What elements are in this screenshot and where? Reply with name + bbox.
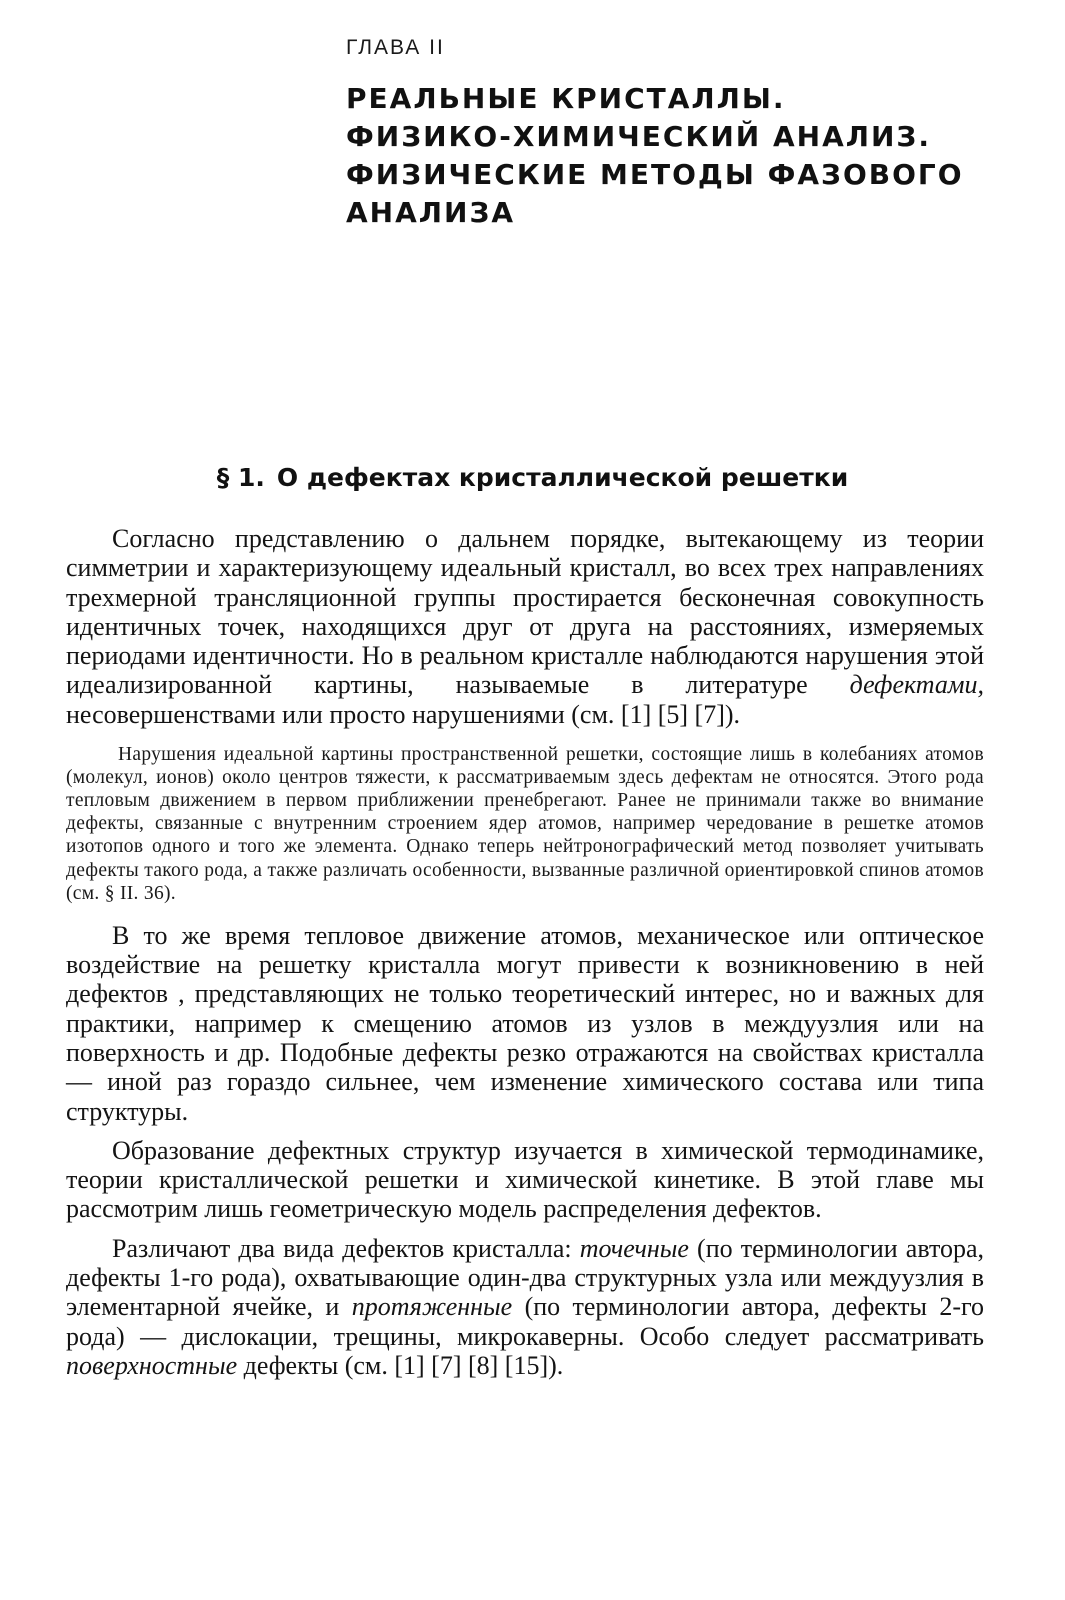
section-heading xyxy=(0,463,1065,492)
body-text xyxy=(66,524,984,1380)
chapter-title-line: АНАЛИЗА xyxy=(346,196,516,229)
chapter-title-line: ФИЗИКО-ХИМИЧЕСКИЙ АНАЛИЗ. xyxy=(346,120,931,153)
paragraph-4 xyxy=(66,1234,984,1380)
paragraph-3: Образование дефектных структур изучается в химической термодинамике, теории кристаллической решетки и химической кинетике. В этой главе мы рассмотрим лишь геометрическую модель распределения дефектов. xyxy=(66,1135,984,1224)
section-title: О дефектах кристаллической решетки xyxy=(276,463,849,492)
paragraph-1-italic-term: дефектами, xyxy=(849,670,984,700)
chapter-title-line: РЕАЛЬНЫЕ КРИСТАЛЛЫ. xyxy=(346,82,786,115)
paragraph-1-text: Согласно представлению о дальнем порядке, вытекающему из теории симметрии и характеризующему идеальный кристалл, во всех трех направлениях трехмерной трансляционной группы простирается бесконечная совокупность идентичных точек, находящихся друг от друга на расстояниях, измеряемых периодами идентичности. Но в реальном кристалле наблюдаются нарушения этой идеализированной картины, называемые в литературе xyxy=(66,524,984,700)
paragraph-2: В то же время тепловое движение атомов, механическое или оптическое воздействие на решетку кристалла могут привести к возникновению в ней дефектов , представляющих не только теоретический интерес, но и важных для практики, например к смещению атомов из узлов в междуузлия или на поверхность и др. Подобные дефекты резко отражаются на свойствах кристалла — иной раз гораздо сильнее, чем изменение химического состава или типа структуры. xyxy=(66,920,984,1126)
term-point-defects: точечные xyxy=(579,1233,689,1263)
chapter-title xyxy=(346,80,1006,232)
paragraph-4-text: (по терминологии автора, дефекты 2-го рода) — дислокации, трещины, микрокаверны. Особо следует рассматривать xyxy=(66,1292,985,1351)
section-number: § 1. xyxy=(216,463,265,492)
small-print-note: Нарушения идеальной картины пространственной решетки, состоящие лишь в колебаниях атомов (молекул, ионов) около центров тяжести, к рассматриваемым здесь дефектам не относятся. Этого рода тепловым движением в первом приближении пренебрегают. Ранее не принимали также во внимание дефекты, связанные с внутренним строением ядер атомов, например чередование в решетке атомов изотопов одного и того же элемента. Однако теперь нейтронографический метод позволяет учитывать дефекты такого рода, а также различать особенности, вызванные различной ориентировкой спинов атомов (см. § II. 36). xyxy=(66,744,984,904)
paragraph-1-text-end: несовершенствами или просто нарушениями (см. [1] [5] [7]). xyxy=(66,699,741,729)
paragraph-4-text: (по терминологии автора, дефекты 1-го рода), охватывающие один-два структурных узла или междуузлия в элементарной ячейке, и xyxy=(66,1233,985,1322)
paragraph-4-text-end: дефекты (см. [1] [7] [8] [15]). xyxy=(237,1350,564,1380)
term-surface-defects: поверхностные xyxy=(66,1350,238,1380)
chapter-title-line: ФИЗИЧЕСКИЕ МЕТОДЫ ФАЗОВОГО xyxy=(346,158,964,191)
paragraph-1 xyxy=(66,524,984,729)
term-extended-defects: протяженные xyxy=(351,1292,513,1322)
chapter-label: ГЛАВА II xyxy=(346,36,445,59)
paragraph-4-text: Различают два вида дефектов кристалла: xyxy=(112,1233,580,1263)
